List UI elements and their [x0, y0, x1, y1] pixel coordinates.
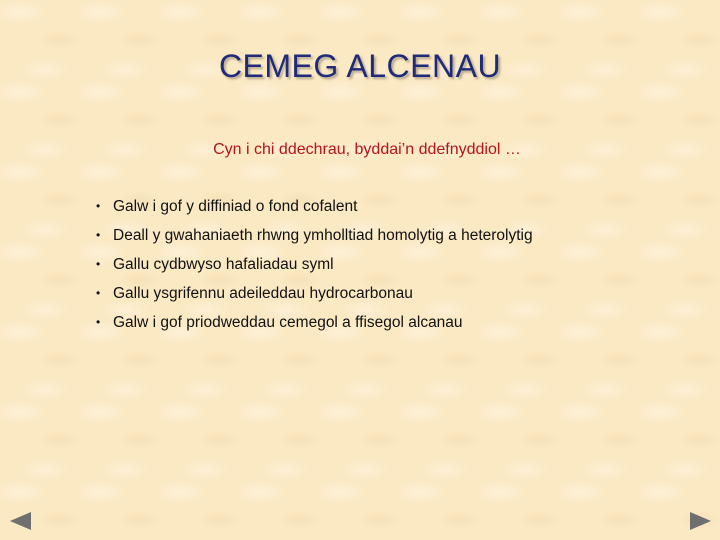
bullet-text: Galw i gof y diffiniad o fond cofalent: [113, 198, 358, 215]
bullet-icon: •: [96, 315, 101, 329]
list-item: [96, 285, 533, 314]
bullet-icon: •: [96, 286, 101, 300]
list-item: [96, 314, 533, 343]
list-item: [96, 198, 533, 227]
bullet-list: [96, 198, 533, 343]
slide-subtitle: Cyn i chi ddechrau, byddai’n ddefnyddiol …: [213, 141, 521, 158]
next-slide-button[interactable]: [690, 512, 711, 530]
bullet-text: Galw i gof priodweddau cemegol a ffisegol alcanau: [113, 314, 463, 331]
list-item: [96, 227, 533, 256]
bullet-text: Deall y gwahaniaeth rhwng ymholltiad homolytig a heterolytig: [113, 227, 533, 244]
bullet-icon: •: [96, 257, 101, 271]
slide-title: CEMEG ALCENAU: [218, 48, 502, 84]
bullet-text: Gallu ysgrifennu adeileddau hydrocarbonau: [113, 285, 413, 302]
previous-slide-button[interactable]: [10, 512, 31, 530]
bullet-icon: •: [96, 199, 101, 213]
bullet-text: Gallu cydbwyso hafaliadau syml: [113, 256, 334, 273]
list-item: [96, 256, 533, 285]
bullet-icon: •: [96, 228, 101, 242]
